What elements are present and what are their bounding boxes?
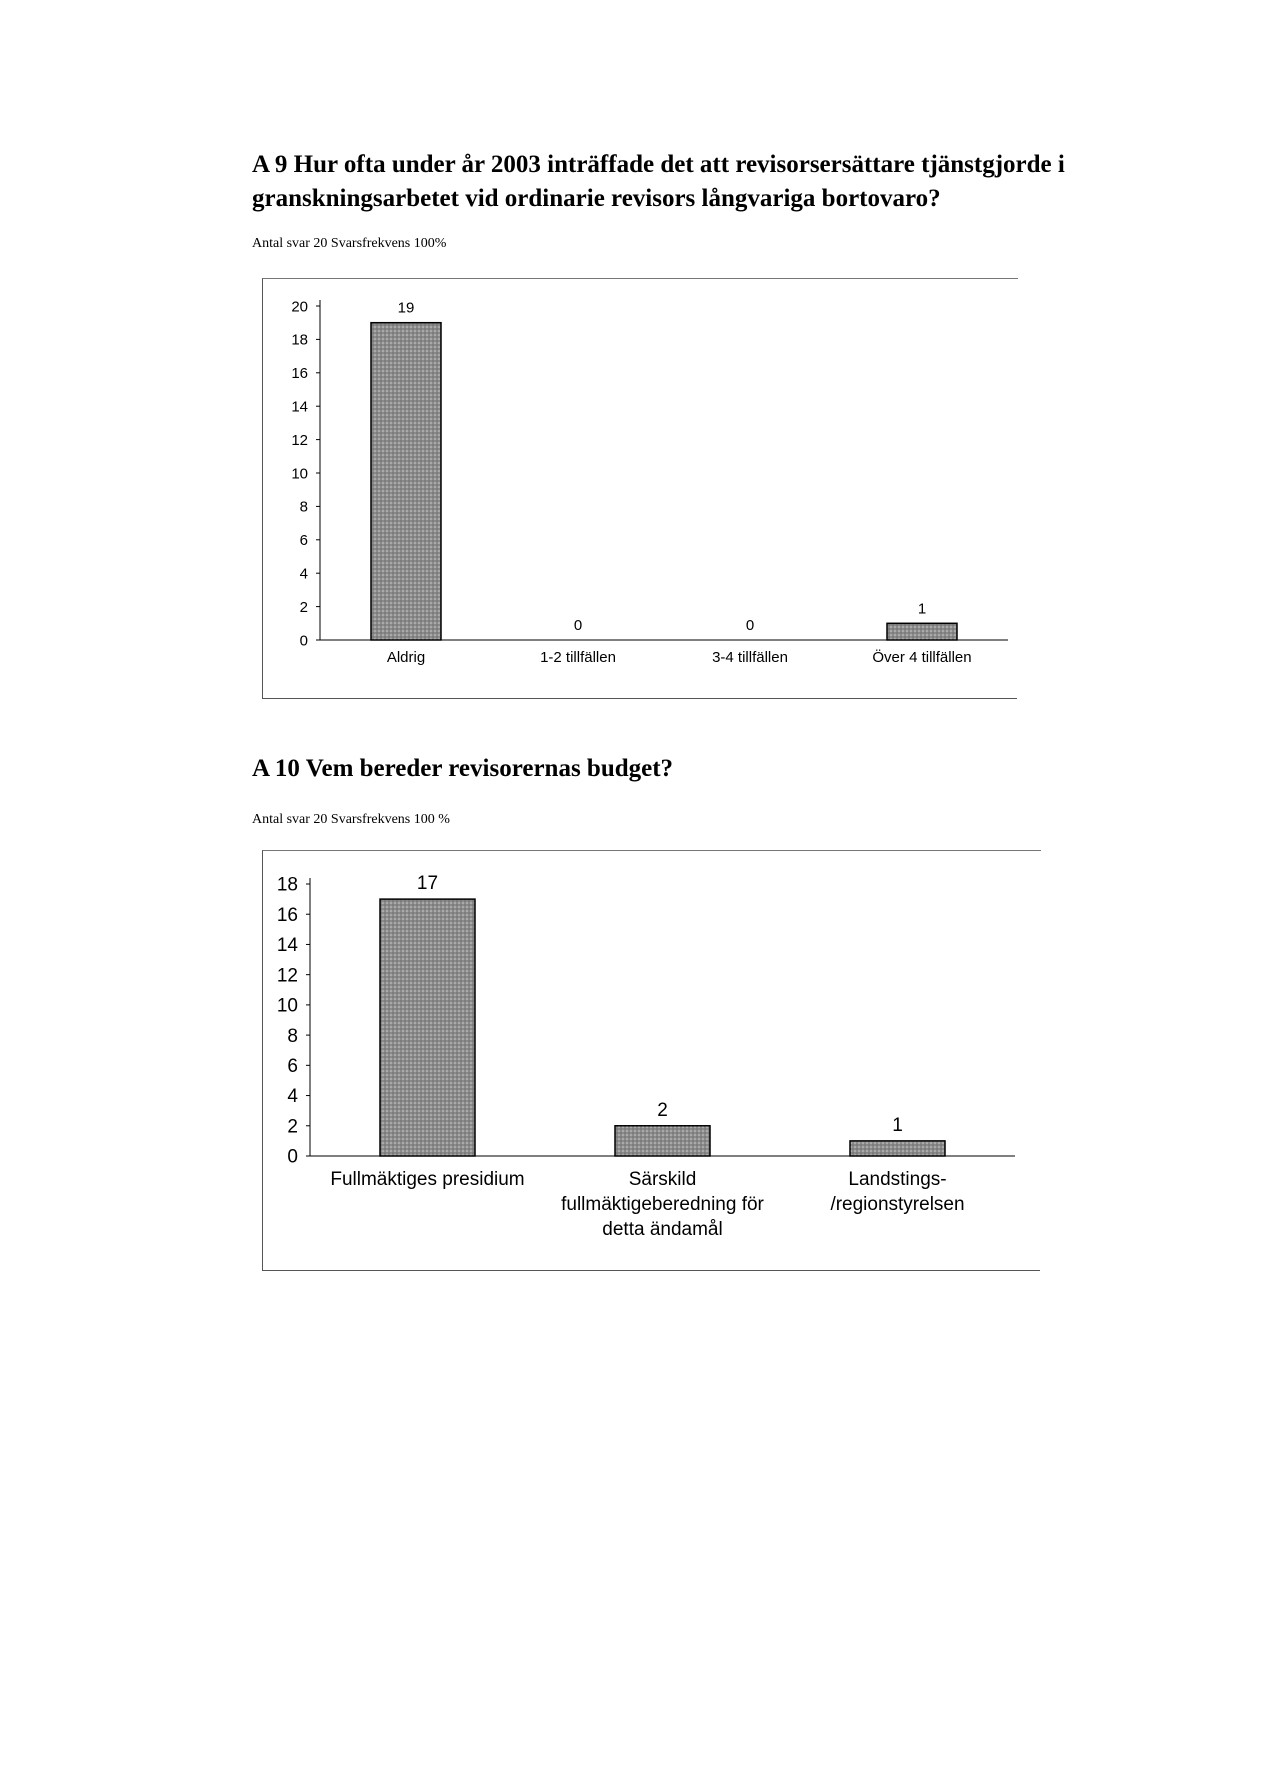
category-label: Landstings-/regionstyrelsen (830, 1169, 965, 1215)
question-a9-meta: Antal svar 20 Svarsfrekvens 100% (252, 236, 447, 251)
chart-a9 (262, 278, 1017, 698)
y-tick-label: 16 (276, 904, 298, 926)
y-tick-label: 12 (291, 431, 308, 449)
category-label: Särskild fullmäktigeberedning för detta ändamål (561, 1169, 764, 1240)
y-tick-label: 2 (299, 598, 308, 616)
y-tick-label: 20 (291, 298, 308, 316)
data-label: 1 (917, 600, 927, 618)
bar (380, 899, 475, 1156)
y-tick-label: 12 (276, 965, 298, 987)
chart-a10-bottom-border (262, 1270, 1040, 1271)
data-label: 2 (657, 1099, 668, 1121)
y-tick-label: 2 (287, 1116, 298, 1138)
y-tick-label: 14 (291, 398, 308, 416)
y-tick-label: 10 (276, 995, 298, 1017)
bar (850, 1141, 945, 1156)
y-tick-label: 18 (291, 331, 308, 349)
category-label: 3-4 tillfällen (712, 649, 788, 666)
y-tick-label: 6 (299, 532, 308, 550)
bar (887, 623, 957, 640)
data-label: 0 (745, 617, 755, 634)
data-label: 19 (397, 299, 415, 317)
category-label: 1-2 tillfällen (540, 649, 616, 666)
y-tick-label: 8 (287, 1025, 298, 1047)
data-label: 0 (573, 617, 583, 634)
y-tick-label: 6 (287, 1055, 298, 1077)
question-a10-meta: Antal svar 20 Svarsfrekvens 100 % (252, 812, 450, 827)
question-a10-title: A 10 Vem bereder revisorernas budget? (252, 755, 674, 782)
chart-a9-bottom-border (262, 698, 1017, 699)
category-label: Fullmäktiges presidium (330, 1169, 525, 1190)
category-label: Aldrig (386, 649, 426, 666)
y-tick-label: 10 (291, 465, 308, 483)
y-tick-label: 0 (299, 632, 308, 650)
category-label: Över 4 tillfällen (872, 649, 972, 666)
y-tick-label: 0 (287, 1146, 298, 1168)
bar (615, 1126, 710, 1156)
y-tick-label: 14 (276, 935, 298, 957)
y-tick-label: 8 (299, 498, 308, 516)
y-tick-label: 4 (299, 565, 308, 583)
chart-a10 (262, 850, 1040, 1270)
data-label: 17 (416, 873, 439, 895)
y-tick-label: 18 (276, 874, 298, 896)
bar (371, 323, 441, 640)
data-label: 1 (892, 1114, 903, 1136)
y-tick-label: 4 (287, 1086, 298, 1108)
y-tick-label: 16 (291, 365, 308, 383)
question-a9-title: A 9 Hur ofta under år 2003 inträffade det att revisorsersättare tjänstgjorde i granskningsarbetet vid ordinarie revisors långvariga bortovaro? (252, 151, 1065, 212)
